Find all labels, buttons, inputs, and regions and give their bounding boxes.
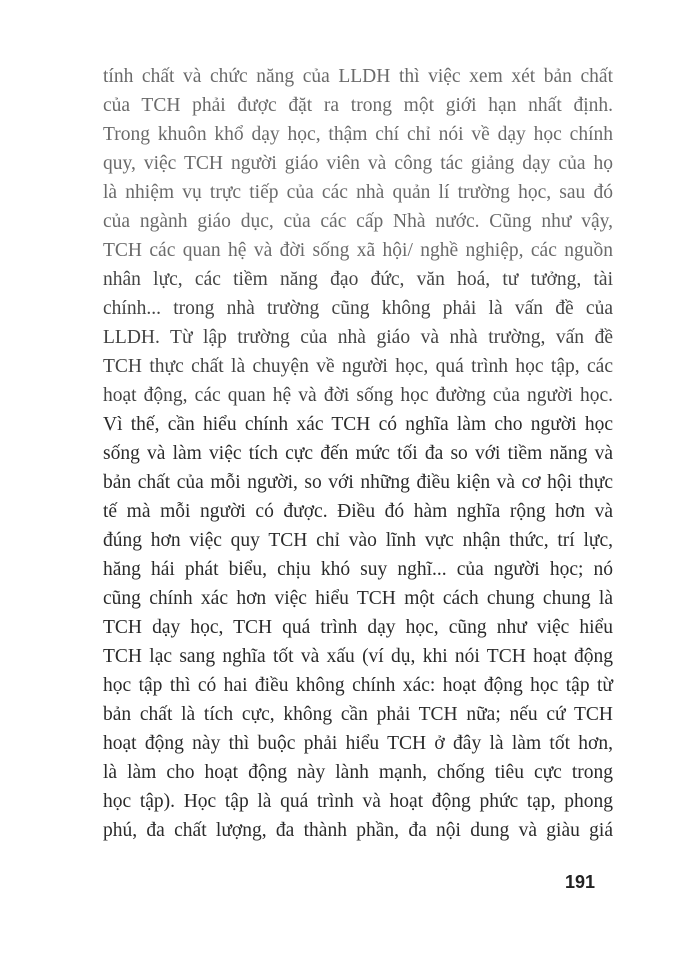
page-body [103,62,613,845]
text-line: Trong khuôn khổ dạy học, thậm chí chỉ nói về dạy học chính [103,124,613,145]
text-line: bản chất là tích cực, không cần phải TCH nữa; nếu cứ TCH [103,704,613,725]
text-line: hoạt động này thì buộc phải hiểu TCH ở đây là làm tốt hơn, [103,733,613,754]
text-line: của TCH phải được đặt ra trong một giới hạn nhất định. [103,95,613,116]
text-line: là nhiệm vụ trực tiếp của các nhà quản lí trường học, sau đó [103,182,613,203]
text-line: của ngành giáo dục, của các cấp Nhà nước. Cũng như vậy, [103,211,613,232]
text-line: LLDH. Từ lập trường của nhà giáo và nhà trường, vấn đề [103,327,613,348]
text-line: tính chất và chức năng của LLDH thì việc xem xét bản chất [103,66,613,87]
text-line: TCH thực chất là chuyện về người học, quá trình học tập, các [103,356,613,377]
text-line: hăng hái phát biểu, chịu khó suy nghĩ... của người học; nó [103,559,613,580]
text-line: sống và làm việc tích cực đến mức tối đa so với tiềm năng và [103,443,613,464]
text-line: TCH các quan hệ và đời sống xã hội/ nghề nghiệp, các nguồn [103,240,613,261]
text-line: Vì thế, cần hiểu chính xác TCH có nghĩa làm cho người học [103,414,613,435]
text-line: tế mà mỗi người có được. Điều đó hàm nghĩa rộng hơn và [103,501,613,522]
page-number: 191 [565,872,596,892]
text-line: TCH dạy học, TCH quá trình dạy học, cũng như việc hiểu [103,617,613,638]
text-line: nhân lực, các tiềm năng đạo đức, văn hoá, tư tưởng, tài [103,269,613,290]
text-line: chính... trong nhà trường cũng không phải là vấn đề của [103,298,613,319]
text-line: cũng chính xác hơn việc hiểu TCH một cách chung chung là [103,588,613,609]
text-line: học tập thì có hai điều không chính xác: hoạt động học tập từ [103,675,613,696]
text-line: TCH lạc sang nghĩa tốt và xấu (ví dụ, khi nói TCH hoạt động [103,646,613,667]
text-line: học tập). Học tập là quá trình và hoạt động phức tạp, phong [103,791,613,812]
text-line: là làm cho hoạt động này lành mạnh, chống tiêu cực trong [103,762,613,783]
text-line: đúng hơn việc quy TCH chỉ vào lĩnh vực nhận thức, trí lực, [103,530,613,551]
text-line: phú, đa chất lượng, đa thành phần, đa nội dung và giàu giá [103,820,613,841]
text-line: bản chất của mỗi người, so với những điều kiện và cơ hội thực [103,472,613,493]
text-line: quy, việc TCH người giáo viên và công tác giảng dạy của họ [103,153,613,174]
text-line: hoạt động, các quan hệ và đời sống học đường của người học. [103,385,613,406]
